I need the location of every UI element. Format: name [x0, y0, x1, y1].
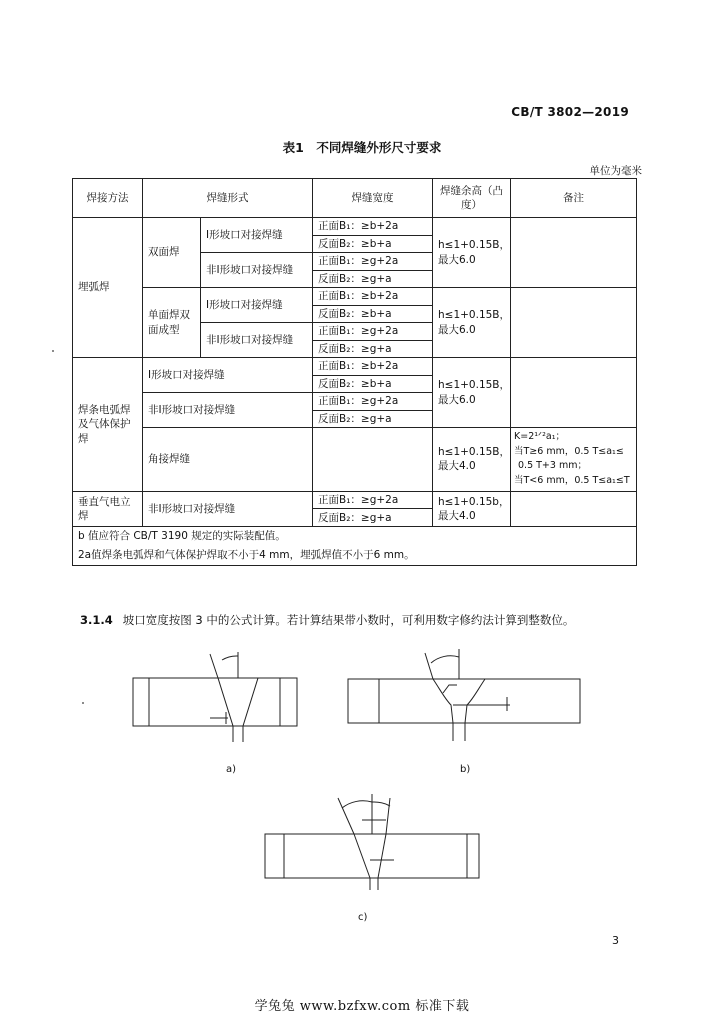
form-i-groove: I形坡口对接焊缝 — [201, 288, 313, 323]
weld-size-table — [72, 178, 637, 566]
remark-cell — [511, 288, 637, 358]
width-back: 反面B₂：≥g+a — [313, 340, 433, 358]
form-non-i: 非I形坡口对接焊缝 — [201, 323, 313, 358]
footer-watermark: 学兔兔 www.bzfxw.com 标准下载 — [254, 999, 470, 1014]
col-reinforcement: 焊缝余高（凸度） — [433, 179, 511, 218]
table-note: 2a值焊条电弧焊和气体保护焊取不小于4 mm，埋弧焊值不小于6 mm。 — [73, 546, 637, 566]
clause-3-1-4 — [80, 612, 574, 628]
remark-cell — [511, 218, 637, 288]
figure-b-u-groove-drawing — [345, 645, 585, 755]
remark-cell — [511, 358, 637, 428]
reinforcement-cell: h≤1+0.15B， 最大6.0 — [433, 358, 511, 428]
table-note: b 值应符合 CB/T 3190 规定的实际装配值。 — [73, 526, 637, 546]
table-row — [73, 491, 637, 509]
width-front: 正面B₁：≥b+2a — [313, 288, 433, 306]
width-back: 反面B₂：≥b+a — [313, 375, 433, 393]
reinforcement-cell: h≤1+0.15B， 最大6.0 — [433, 218, 511, 288]
clause-number: 3.1.4 — [80, 613, 113, 627]
table-note-row — [73, 526, 637, 546]
width-fillet — [313, 428, 433, 492]
form-non-i: 非I形坡口对接焊缝 — [143, 393, 313, 428]
width-front: 正面B₁：≥g+2a — [313, 491, 433, 509]
table-row — [73, 358, 637, 376]
clause-text: 坡口宽度按图 3 中的公式计算。若计算结果带小数时，可利用数字修约法计算到整数位。 — [122, 613, 575, 627]
col-form: 焊缝形式 — [143, 179, 313, 218]
method-smaw: 焊条电弧焊及气体保护焊 — [73, 358, 143, 492]
width-back: 反面B₂：≥b+a — [313, 235, 433, 253]
table-header-row — [73, 179, 637, 218]
width-back: 反面B₂：≥b+a — [313, 305, 433, 323]
remark-cell — [511, 491, 637, 526]
table-row — [73, 218, 637, 236]
figure-b-caption: b) — [460, 764, 471, 775]
group-double: 双面焊 — [143, 218, 201, 288]
form-non-i: 非I形坡口对接焊缝 — [143, 491, 313, 526]
form-fillet: 角接焊缝 — [143, 428, 313, 492]
reinforcement-cell: h≤1+0.15B， 最大6.0 — [433, 288, 511, 358]
scan-dot — [82, 702, 84, 704]
col-remark: 备注 — [511, 179, 637, 218]
width-front: 正面B₁：≥g+2a — [313, 393, 433, 411]
form-i-groove: I形坡口对接焊缝 — [143, 358, 313, 393]
width-back: 反面B₂：≥g+a — [313, 509, 433, 527]
standard-number: CB/T 3802—2019 — [511, 105, 629, 119]
table-note-row — [73, 546, 637, 566]
group-single: 单面焊双面成型 — [143, 288, 201, 358]
form-non-i: 非I形坡口对接焊缝 — [201, 253, 313, 288]
scan-dot — [52, 350, 54, 352]
reinforcement-cell: h≤1+0.15B， 最大4.0 — [433, 428, 511, 492]
figure-c-v-groove-drawing — [262, 790, 482, 910]
method-egw: 垂直气电立焊 — [73, 491, 143, 526]
col-width: 焊缝宽度 — [313, 179, 433, 218]
width-back: 反面B₂：≥g+a — [313, 410, 433, 428]
figure-c-caption: c) — [358, 912, 368, 923]
width-front: 正面B₁：≥b+2a — [313, 358, 433, 376]
width-front: 正面B₁：≥b+2a — [313, 218, 433, 236]
fillet-remark: K=2¹ᐟ²a₁； 当T≥6 mm，0.5 T≤a₁≤ 0.5 T+3 mm； 当T<6 mm，0.5 T≤a₁≤T — [511, 428, 637, 492]
method-saw: 埋弧焊 — [73, 218, 143, 358]
table-row — [73, 288, 637, 306]
width-front: 正面B₁：≥g+2a — [313, 253, 433, 271]
figure-a-i-groove-drawing — [130, 650, 300, 760]
table-unit: 单位为毫米 — [589, 165, 642, 177]
figure-a-caption: a) — [226, 764, 237, 775]
width-back: 反面B₂：≥g+a — [313, 270, 433, 288]
reinforcement-cell: h≤1+0.15b， 最大4.0 — [433, 491, 511, 526]
form-i-groove: I形坡口对接焊缝 — [201, 218, 313, 253]
table-title: 表1 不同焊缝外形尺寸要求 — [282, 140, 442, 155]
page-number: 3 — [612, 934, 619, 947]
width-front: 正面B₁：≥g+2a — [313, 323, 433, 341]
col-method: 焊接方法 — [73, 179, 143, 218]
